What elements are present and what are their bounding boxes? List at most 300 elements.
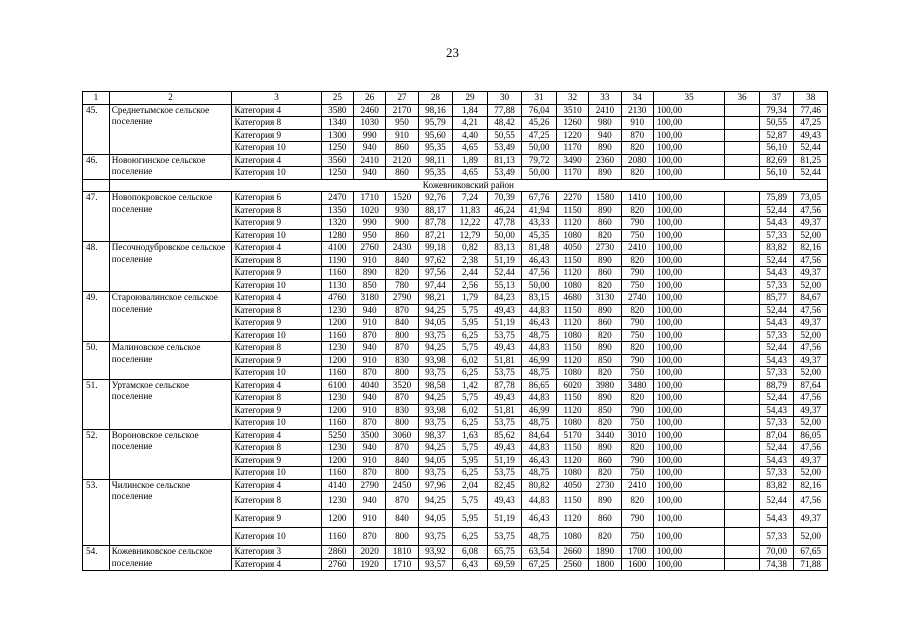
row-number: 48. [83,242,110,292]
value-cell [725,317,760,330]
value-cell: 100,00 [653,279,724,292]
value-cell: 48,75 [522,329,557,342]
value-cell: 2560 [556,558,588,571]
value-cell: 54,43 [759,267,794,280]
table-row [83,192,828,205]
value-cell: 1170 [556,167,588,180]
value-cell: 870 [621,129,653,142]
value-cell: 1120 [556,454,588,467]
value-cell: 84,23 [487,292,522,305]
value-cell: 2460 [353,104,385,117]
value-cell: 69,59 [487,558,522,571]
value-cell: 100,00 [653,329,724,342]
value-cell: 3180 [353,292,385,305]
value-cell: 3440 [589,429,621,442]
header-row [83,92,828,105]
value-cell: 94,25 [418,442,453,455]
value-cell: 870 [386,442,418,455]
value-cell: 3060 [386,429,418,442]
value-cell: 44,83 [522,304,557,317]
value-cell: 100,00 [653,317,724,330]
value-cell: 2730 [589,242,621,255]
value-cell: 49,37 [794,454,828,467]
value-cell: 2410 [353,154,385,167]
value-cell: 93,98 [418,404,453,417]
column-header: 30 [487,92,522,105]
value-cell: 53,75 [487,329,522,342]
value-cell: 54,43 [759,510,794,528]
value-cell: 95,35 [418,142,453,155]
column-header: 38 [794,92,828,105]
value-cell: 50,00 [522,279,557,292]
value-cell: 820 [621,492,653,510]
value-cell: 870 [386,304,418,317]
value-cell: 100,00 [653,354,724,367]
value-cell: 820 [589,528,621,546]
value-cell: 1150 [556,392,588,405]
value-cell: 860 [386,167,418,180]
value-cell: 890 [589,442,621,455]
value-cell: 12,22 [453,217,488,230]
value-cell: 6,02 [453,354,488,367]
value-cell: 790 [621,454,653,467]
column-header: 26 [353,92,385,105]
value-cell: 840 [386,454,418,467]
value-cell: 6100 [321,379,353,392]
value-cell: 2660 [556,546,588,559]
value-cell: 5,95 [453,454,488,467]
value-cell: 6,25 [453,467,488,480]
value-cell: 53,75 [487,367,522,380]
value-cell: 2,38 [453,254,488,267]
value-cell: 990 [353,129,385,142]
value-cell: 45,35 [522,229,557,242]
value-cell: 11,83 [453,204,488,217]
value-cell: 1080 [556,279,588,292]
value-cell: 3010 [621,429,653,442]
value-cell: 70,39 [487,192,522,205]
value-cell: 870 [353,367,385,380]
row-number: 52. [83,429,110,479]
value-cell: 870 [386,492,418,510]
category-cell: Категория 10 [232,367,321,380]
value-cell: 6,25 [453,528,488,546]
value-cell [725,104,760,117]
value-cell: 750 [621,417,653,430]
value-cell: 56,10 [759,167,794,180]
value-cell: 46,43 [522,317,557,330]
value-cell: 52,44 [487,267,522,280]
value-cell: 860 [589,217,621,230]
value-cell: 50,00 [522,167,557,180]
value-cell [725,329,760,342]
value-cell: 47,56 [794,342,828,355]
value-cell: 820 [621,392,653,405]
value-cell: 820 [589,329,621,342]
value-cell: 3500 [353,429,385,442]
value-cell: 99,18 [418,242,453,255]
value-cell [725,417,760,430]
value-cell: 1,79 [453,292,488,305]
value-cell: 1810 [386,546,418,559]
value-cell: 1410 [621,192,653,205]
value-cell: 53,75 [487,467,522,480]
value-cell: 100,00 [653,417,724,430]
value-cell: 87,78 [487,379,522,392]
value-cell: 1080 [556,417,588,430]
value-cell: 49,43 [487,442,522,455]
value-cell: 850 [589,354,621,367]
row-number: 49. [83,292,110,342]
value-cell [725,379,760,392]
value-cell: 92,76 [418,192,453,205]
value-cell: 1320 [321,217,353,230]
value-cell: 46,99 [522,354,557,367]
value-cell: 57,33 [759,229,794,242]
value-cell: 940 [353,167,385,180]
value-cell: 100,00 [653,404,724,417]
value-cell: 1150 [556,304,588,317]
row-number: 47. [83,192,110,242]
value-cell: 900 [386,217,418,230]
value-cell: 82,16 [794,479,828,492]
value-cell: 1520 [386,192,418,205]
value-cell: 1150 [556,254,588,267]
value-cell: 44,83 [522,442,557,455]
value-cell: 5,95 [453,317,488,330]
value-cell: 860 [589,317,621,330]
value-cell: 47,56 [794,492,828,510]
table-row [83,242,828,255]
value-cell: 88,17 [418,204,453,217]
value-cell: 100,00 [653,442,724,455]
category-cell: Категория 6 [232,192,321,205]
value-cell: 2,04 [453,479,488,492]
table-row [83,342,828,355]
value-cell: 1150 [556,204,588,217]
category-cell: Категория 9 [232,217,321,230]
category-cell: Категория 9 [232,317,321,330]
value-cell: 93,75 [418,528,453,546]
category-cell: Категория 9 [232,454,321,467]
value-cell: 50,55 [487,129,522,142]
value-cell: 870 [386,392,418,405]
value-cell: 85,77 [759,292,794,305]
value-cell: 53,75 [487,417,522,430]
value-cell: 910 [353,454,385,467]
value-cell: 83,13 [487,242,522,255]
value-cell: 4,40 [453,129,488,142]
value-cell: 100,00 [653,267,724,280]
value-cell: 1160 [321,267,353,280]
value-cell: 100,00 [653,304,724,317]
value-cell: 750 [621,329,653,342]
value-cell: 83,15 [522,292,557,305]
value-cell: 51,19 [487,454,522,467]
value-cell: 2760 [353,242,385,255]
category-cell: Категория 10 [232,528,321,546]
value-cell: 790 [621,267,653,280]
value-cell: 100,00 [653,242,724,255]
value-cell: 63,54 [522,546,557,559]
value-cell: 820 [589,467,621,480]
table-row [83,292,828,305]
value-cell: 100,00 [653,479,724,492]
value-cell: 46,24 [487,204,522,217]
value-cell: 74,38 [759,558,794,571]
value-cell: 87,21 [418,229,453,242]
value-cell: 81,13 [487,154,522,167]
value-cell: 800 [386,528,418,546]
category-cell: Категория 9 [232,129,321,142]
value-cell: 890 [589,304,621,317]
value-cell: 1200 [321,317,353,330]
value-cell: 820 [386,267,418,280]
value-cell: 5250 [321,429,353,442]
value-cell: 1130 [321,279,353,292]
value-cell: 82,69 [759,154,794,167]
value-cell: 6020 [556,379,588,392]
value-cell: 50,55 [759,117,794,130]
value-cell: 83,82 [759,479,794,492]
value-cell: 800 [386,467,418,480]
value-cell: 890 [353,267,385,280]
value-cell: 77,88 [487,104,522,117]
value-cell: 2450 [386,479,418,492]
value-cell: 49,37 [794,317,828,330]
value-cell [725,454,760,467]
value-cell [725,442,760,455]
table-row [83,546,828,559]
value-cell: 1190 [321,254,353,267]
value-cell: 54,43 [759,354,794,367]
value-cell: 79,72 [522,154,557,167]
value-cell: 3520 [386,379,418,392]
value-cell: 1080 [556,329,588,342]
value-cell: 50,00 [487,229,522,242]
value-cell: 1200 [321,404,353,417]
settlement-name: Уртамское сельское поселение [109,379,232,429]
value-cell: 83,82 [759,242,794,255]
value-cell: 1150 [556,442,588,455]
value-cell: 97,56 [418,267,453,280]
value-cell: 65,75 [487,546,522,559]
column-header: 27 [386,92,418,105]
value-cell: 1600 [621,558,653,571]
value-cell: 4140 [321,479,353,492]
row-number: 53. [83,479,110,546]
value-cell: 820 [589,229,621,242]
value-cell: 780 [386,279,418,292]
value-cell: 2790 [386,292,418,305]
value-cell: 940 [353,492,385,510]
value-cell: 67,76 [522,192,557,205]
value-cell: 87,64 [794,379,828,392]
value-cell: 840 [386,317,418,330]
category-cell: Категория 3 [232,546,321,559]
value-cell: 57,33 [759,417,794,430]
value-cell: 97,44 [418,279,453,292]
value-cell: 1120 [556,267,588,280]
category-cell: Категория 10 [232,467,321,480]
value-cell: 100,00 [653,367,724,380]
value-cell: 100,00 [653,117,724,130]
column-header: 33 [589,92,621,105]
value-cell: 890 [589,142,621,155]
value-cell: 1170 [556,142,588,155]
category-cell: Категория 10 [232,229,321,242]
category-cell: Категория 8 [232,254,321,267]
value-cell: 52,44 [759,492,794,510]
value-cell: 100,00 [653,467,724,480]
value-cell: 830 [386,354,418,367]
value-cell: 1030 [353,117,385,130]
value-cell: 820 [589,417,621,430]
value-cell: 1350 [321,204,353,217]
value-cell: 98,58 [418,379,453,392]
value-cell: 1280 [321,229,353,242]
row-number: 54. [83,546,110,571]
value-cell: 1120 [556,404,588,417]
category-cell: Категория 4 [232,242,321,255]
value-cell: 2,44 [453,267,488,280]
value-cell: 57,33 [759,367,794,380]
value-cell: 1160 [321,528,353,546]
value-cell: 93,98 [418,354,453,367]
value-cell: 43,33 [522,217,557,230]
value-cell: 850 [353,279,385,292]
value-cell: 52,44 [759,304,794,317]
value-cell: 1250 [321,142,353,155]
value-cell: 2410 [621,479,653,492]
value-cell: 100,00 [653,558,724,571]
value-cell: 4,21 [453,117,488,130]
category-cell: Категория 4 [232,292,321,305]
value-cell: 5,95 [453,510,488,528]
value-cell: 48,75 [522,417,557,430]
value-cell: 5,75 [453,304,488,317]
value-cell: 1080 [556,367,588,380]
value-cell: 100,00 [653,492,724,510]
value-cell: 1120 [556,510,588,528]
value-cell: 910 [353,510,385,528]
value-cell: 100,00 [653,217,724,230]
category-cell: Категория 4 [232,429,321,442]
value-cell: 48,42 [487,117,522,130]
value-cell: 1120 [556,217,588,230]
table-body [83,92,828,571]
value-cell: 2080 [621,154,653,167]
value-cell: 100,00 [653,528,724,546]
value-cell: 5,75 [453,342,488,355]
settlement-name: Песочнодубровское сельское поселение [109,242,232,292]
value-cell: 800 [386,367,418,380]
value-cell: 44,83 [522,342,557,355]
settlement-name: Новоюгинское сельское поселение [109,154,232,179]
value-cell: 820 [621,167,653,180]
value-cell: 2860 [321,546,353,559]
value-cell: 100,00 [653,154,724,167]
value-cell: 950 [353,229,385,242]
value-cell: 95,79 [418,117,453,130]
value-cell: 3130 [589,292,621,305]
district-cell-blank [83,179,110,192]
value-cell: 88,79 [759,379,794,392]
value-cell: 2120 [386,154,418,167]
value-cell: 910 [353,254,385,267]
value-cell: 750 [621,279,653,292]
value-cell: 800 [386,417,418,430]
category-cell: Категория 4 [232,479,321,492]
row-number: 45. [83,104,110,154]
value-cell: 870 [353,528,385,546]
value-cell [725,229,760,242]
value-cell: 910 [353,354,385,367]
value-cell: 93,75 [418,417,453,430]
row-number: 46. [83,154,110,179]
settlement-name: Среднетымское сельское поселение [109,104,232,154]
value-cell: 54,43 [759,317,794,330]
column-header: 28 [418,92,453,105]
value-cell: 56,10 [759,142,794,155]
settlement-name: Староювалинское сельское поселение [109,292,232,342]
value-cell: 940 [589,129,621,142]
value-cell: 750 [621,528,653,546]
value-cell: 2430 [386,242,418,255]
value-cell: 2130 [621,104,653,117]
category-cell: Категория 4 [232,154,321,167]
value-cell: 57,33 [759,528,794,546]
value-cell: 2360 [589,154,621,167]
value-cell: 85,62 [487,429,522,442]
category-cell: Категория 8 [232,342,321,355]
value-cell: 1230 [321,442,353,455]
value-cell: 54,43 [759,454,794,467]
value-cell [725,367,760,380]
settlement-name: Кожевниковское сельское поселение [109,546,232,571]
value-cell: 100,00 [653,104,724,117]
value-cell: 890 [589,204,621,217]
value-cell [725,292,760,305]
value-cell: 44,83 [522,492,557,510]
value-cell [725,154,760,167]
table-row [83,104,828,117]
value-cell: 93,75 [418,367,453,380]
value-cell: 95,35 [418,167,453,180]
value-cell: 52,44 [759,204,794,217]
column-header: 31 [522,92,557,105]
table-row [83,379,828,392]
value-cell: 1890 [589,546,621,559]
value-cell: 87,78 [418,217,453,230]
value-cell: 990 [353,217,385,230]
value-cell: 98,37 [418,429,453,442]
value-cell [725,217,760,230]
value-cell: 93,75 [418,467,453,480]
value-cell: 1230 [321,342,353,355]
value-cell: 4100 [321,242,353,255]
value-cell [725,354,760,367]
value-cell: 860 [386,142,418,155]
value-cell: 49,43 [487,304,522,317]
category-cell: Категория 10 [232,329,321,342]
value-cell: 84,67 [794,292,828,305]
value-cell: 2170 [386,104,418,117]
category-cell: Категория 10 [232,279,321,292]
category-cell: Категория 9 [232,510,321,528]
value-cell: 1120 [556,317,588,330]
value-cell: 100,00 [653,192,724,205]
